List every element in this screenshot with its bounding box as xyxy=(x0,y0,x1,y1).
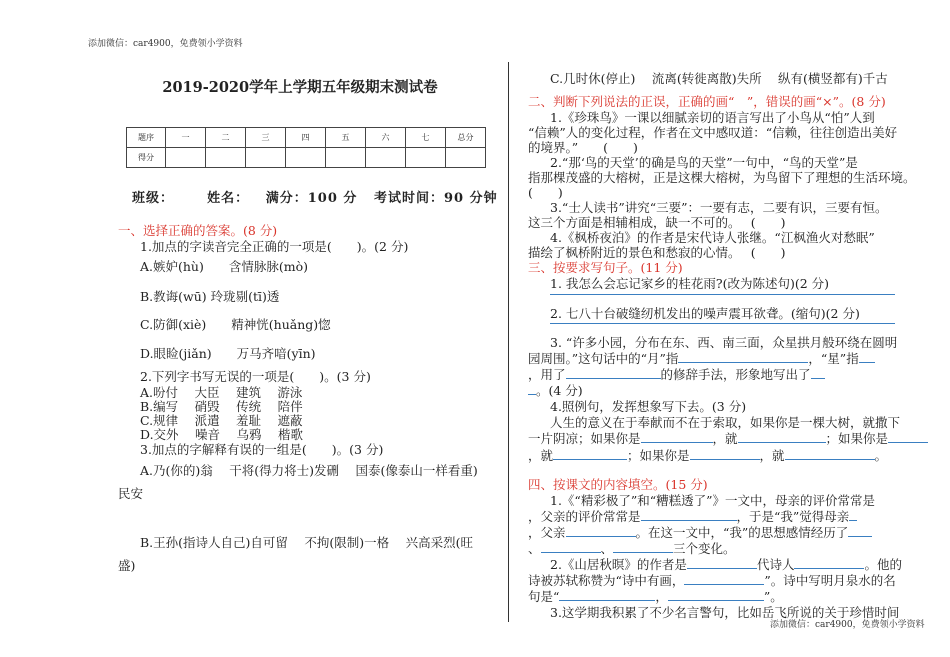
s3-q3-line3 xyxy=(528,366,825,383)
q1-option-b[interactable]: B.教诲(wū) 玲珑剔(tī)透 xyxy=(140,289,280,304)
text: 。在这一文中，“我”的思想感情经历了 xyxy=(635,525,849,540)
s4-q1-line4 xyxy=(528,540,736,557)
q1-option-c[interactable]: C.防御(xiè) 精神恍(huǎng)惚 xyxy=(140,317,331,332)
answer-blank[interactable] xyxy=(811,366,825,379)
answer-blank[interactable] xyxy=(859,350,875,363)
s4-q2-line3 xyxy=(528,588,783,605)
section-2-heading: 二、判断下列说法的正误，正确的画“ ”，错误的画“×”。(8 分) xyxy=(528,94,886,109)
q3-option-a-cont: 民安 xyxy=(118,486,144,501)
q2-option-c[interactable]: C.规律 派遣 羞耻 遮蔽 xyxy=(140,413,303,428)
answer-blank[interactable] xyxy=(848,524,872,537)
text: ；如果你是 xyxy=(627,448,690,463)
s2-q2-line3: ( ) xyxy=(528,185,563,200)
text: 、 xyxy=(528,541,541,556)
exam-title: 2019-2020学年上学期五年级期末测试卷 xyxy=(162,79,438,96)
s2-q4-line2: 描绘了枫桥附近的景色和愁寂的心情。 ( ) xyxy=(528,245,786,260)
answer-blank[interactable] xyxy=(641,430,713,443)
text: 的修辞手法，形象地写出了 xyxy=(660,367,811,382)
watermark-bottom: 添加微信：car4900，免费领小学资料 xyxy=(770,620,925,630)
s4-q2-line1 xyxy=(550,556,902,573)
text: ，父亲的评价常常是 xyxy=(528,509,641,524)
text: 。 xyxy=(874,448,888,463)
score-header: 六 xyxy=(366,128,406,148)
text: ，“星”指 xyxy=(808,351,859,366)
s2-q2-line1: 2.“那‘鸟的天堂’的确是鸟的天堂”一句中，“鸟的天堂”是 xyxy=(550,155,858,170)
text: ，父亲 xyxy=(528,525,566,540)
text: 。他的 xyxy=(864,557,902,572)
name-label: 姓名： xyxy=(207,191,250,206)
q1-stem: 1.加点的字读音完全正确的一项是( )。(2 分) xyxy=(140,239,409,254)
score-cell[interactable] xyxy=(326,148,366,168)
score-cell[interactable] xyxy=(446,148,486,168)
score-header: 总分 xyxy=(446,128,486,148)
s2-q3-line2: 这三个方面是相辅相成，缺一不可的。 ( ) xyxy=(528,215,786,230)
s2-q2-line2: 指那棵茂盛的大榕树，正是这棵大榕树，为鸟留下了理想的生活环境。 xyxy=(528,170,916,185)
exam-time: 考试时间：90 分钟 xyxy=(374,191,498,206)
text: ，用了 xyxy=(528,367,566,382)
s4-q3: 3.这学期我积累了不少名言警句，比如岳飞所说的关于珍惜时间 xyxy=(550,605,900,620)
answer-blank[interactable] xyxy=(738,430,826,443)
answer-blank[interactable] xyxy=(684,572,764,585)
s3-q2: 2. 七八十台破缝纫机发出的噪声震耳欲聋。(缩句)(2 分) xyxy=(550,306,860,321)
section-1-heading: 一、选择正确的答案。(8 分) xyxy=(118,223,278,238)
text: 诗被苏轼称赞为“诗中有画， xyxy=(528,573,685,588)
text: 2.《山居秋暝》的作者是 xyxy=(550,557,687,572)
q3-option-b-cont: 盛) xyxy=(118,558,136,573)
s4-q1-line3 xyxy=(528,524,872,541)
q3-option-a[interactable]: A.乃(你的)翁 干将(得力将士)发硎 国泰(像泰山一样看重) xyxy=(140,463,478,478)
q1-option-d[interactable]: D.眼睑(jiǎn) 万马齐喑(yīn) xyxy=(140,346,316,361)
answer-blank[interactable] xyxy=(559,588,655,601)
text: ，于是“我”觉得母亲 xyxy=(736,509,850,524)
s4-q2-line2 xyxy=(528,572,896,589)
full-score: 满分：100 分 xyxy=(265,191,358,206)
text: 。(4 分) xyxy=(536,383,583,398)
s4-q1-line1: 1.《“精彩极了”和“糟糕透了”》一文中，母亲的评价常常是 xyxy=(550,493,875,508)
s3-q1: 1. 我怎么会忘记家乡的桂花雨?(改为陈述句)(2 分) xyxy=(550,276,830,291)
s3-q4-line3 xyxy=(528,447,887,464)
q2-stem: 2.下列字书写无误的一项是( )。(3 分) xyxy=(140,369,371,384)
score-cell[interactable] xyxy=(366,148,406,168)
answer-line[interactable] xyxy=(550,294,895,295)
text: 代诗人 xyxy=(756,557,795,572)
score-row-label: 得分 xyxy=(127,148,166,168)
s3-q3-line1: 3. “许多小园，分布在东、西、南三面，众星拱月般环绕在圆明 xyxy=(550,335,898,350)
q1-option-a[interactable]: A.嫉妒(hù) 含情脉脉(mò) xyxy=(140,259,308,274)
answer-blank[interactable] xyxy=(528,382,536,395)
answer-blank[interactable] xyxy=(641,508,737,521)
text: ， xyxy=(655,589,668,604)
q3-option-b[interactable]: B.王孙(指诗人自己)自可留 不拘(限制)一格 兴高采烈(旺 xyxy=(140,535,473,550)
text: ，就 xyxy=(759,448,785,463)
s3-q4: 4.照例句，发挥想象写下去。(3 分) xyxy=(550,399,747,414)
column-divider xyxy=(508,62,509,622)
text: ；如果你是 xyxy=(825,431,889,446)
answer-blank[interactable] xyxy=(888,430,928,443)
class-label: 班级： xyxy=(132,191,175,206)
s2-q1-line3: 的境界。” ( ) xyxy=(528,140,638,155)
score-table xyxy=(126,127,486,168)
answer-blank[interactable] xyxy=(566,524,636,537)
text: 园周围。”这句话中的“月”指 xyxy=(528,351,679,366)
score-header: 二 xyxy=(206,128,246,148)
answer-blank[interactable] xyxy=(690,447,760,460)
text: ，就 xyxy=(712,431,738,446)
text: ”。 xyxy=(763,589,783,604)
s3-q3-line4 xyxy=(528,382,583,399)
score-header: 一 xyxy=(166,128,206,148)
q3-option-c[interactable]: C.几时休(停止) 流离(转徙离散)失所 纵有(横竖都有)千古 xyxy=(550,71,888,86)
q2-option-a[interactable]: A.吩付 大臣 建筑 游泳 xyxy=(140,385,303,400)
answer-line[interactable] xyxy=(550,323,895,324)
section-3-heading: 三、按要求写句子。(11 分) xyxy=(528,260,683,275)
score-cell[interactable] xyxy=(206,148,246,168)
answer-blank[interactable] xyxy=(794,556,864,569)
exam-info xyxy=(132,187,498,206)
score-header: 三 xyxy=(246,128,286,148)
section-4-heading: 四、按课文的内容填空。(15 分) xyxy=(528,477,708,492)
text: 句是“ xyxy=(528,589,560,604)
q3-stem: 3.加点的字解释有误的一组是( )。(3 分) xyxy=(140,442,384,457)
text: ”。诗中写明月泉水的名 xyxy=(764,573,896,588)
s4-q1-line2 xyxy=(528,508,857,525)
answer-blank[interactable] xyxy=(553,447,627,460)
text: 一片阴凉；如果你是 xyxy=(528,431,641,446)
score-cell[interactable] xyxy=(166,148,206,168)
s2-q1-line2: “信赖”人的变化过程，作者在文中感叹道：“信赖，往往创造出美好 xyxy=(528,125,898,140)
score-cell[interactable] xyxy=(246,148,286,168)
watermark-top: 添加微信：car4900，免费领小学资料 xyxy=(88,39,243,49)
answer-blank[interactable] xyxy=(678,350,808,363)
score-cell[interactable] xyxy=(406,148,446,168)
text: 、 xyxy=(600,541,614,556)
answer-blank[interactable] xyxy=(613,540,673,553)
s2-q1-line1: 1.《珍珠鸟》一课以细腻亲切的语言写出了小鸟从“怕”人到 xyxy=(550,110,875,125)
score-header: 七 xyxy=(406,128,446,148)
s3-q3-line2 xyxy=(528,350,875,367)
s2-q3-line1: 3.“士人读书”讲究“三要”：一要有志，二要有识，三要有恒。 xyxy=(550,200,888,215)
score-header: 四 xyxy=(286,128,326,148)
s2-q4-line1: 4.《枫桥夜泊》的作者是宋代诗人张继。“江枫渔火对愁眠” xyxy=(550,230,875,245)
answer-blank[interactable] xyxy=(687,556,757,569)
s3-q4-line2 xyxy=(528,430,928,447)
answer-blank[interactable] xyxy=(541,540,601,553)
s3-q4-example: 人生的意义在于奉献而不在于索取，如果你是一棵大树，就撒下 xyxy=(550,415,901,430)
score-header: 题序 xyxy=(127,128,166,148)
answer-blank[interactable] xyxy=(668,588,764,601)
text: 三个变化。 xyxy=(673,541,736,556)
answer-blank[interactable] xyxy=(566,366,661,379)
answer-blank[interactable] xyxy=(785,447,875,460)
answer-blank[interactable] xyxy=(849,508,857,521)
score-header: 五 xyxy=(326,128,366,148)
q2-option-b[interactable]: B.编写 硝毁 传统 陪伴 xyxy=(140,399,303,414)
text: ，就 xyxy=(528,448,554,463)
q2-option-d[interactable]: D.交外 噪音 乌鸦 楷歌 xyxy=(140,427,303,442)
score-cell[interactable] xyxy=(286,148,326,168)
